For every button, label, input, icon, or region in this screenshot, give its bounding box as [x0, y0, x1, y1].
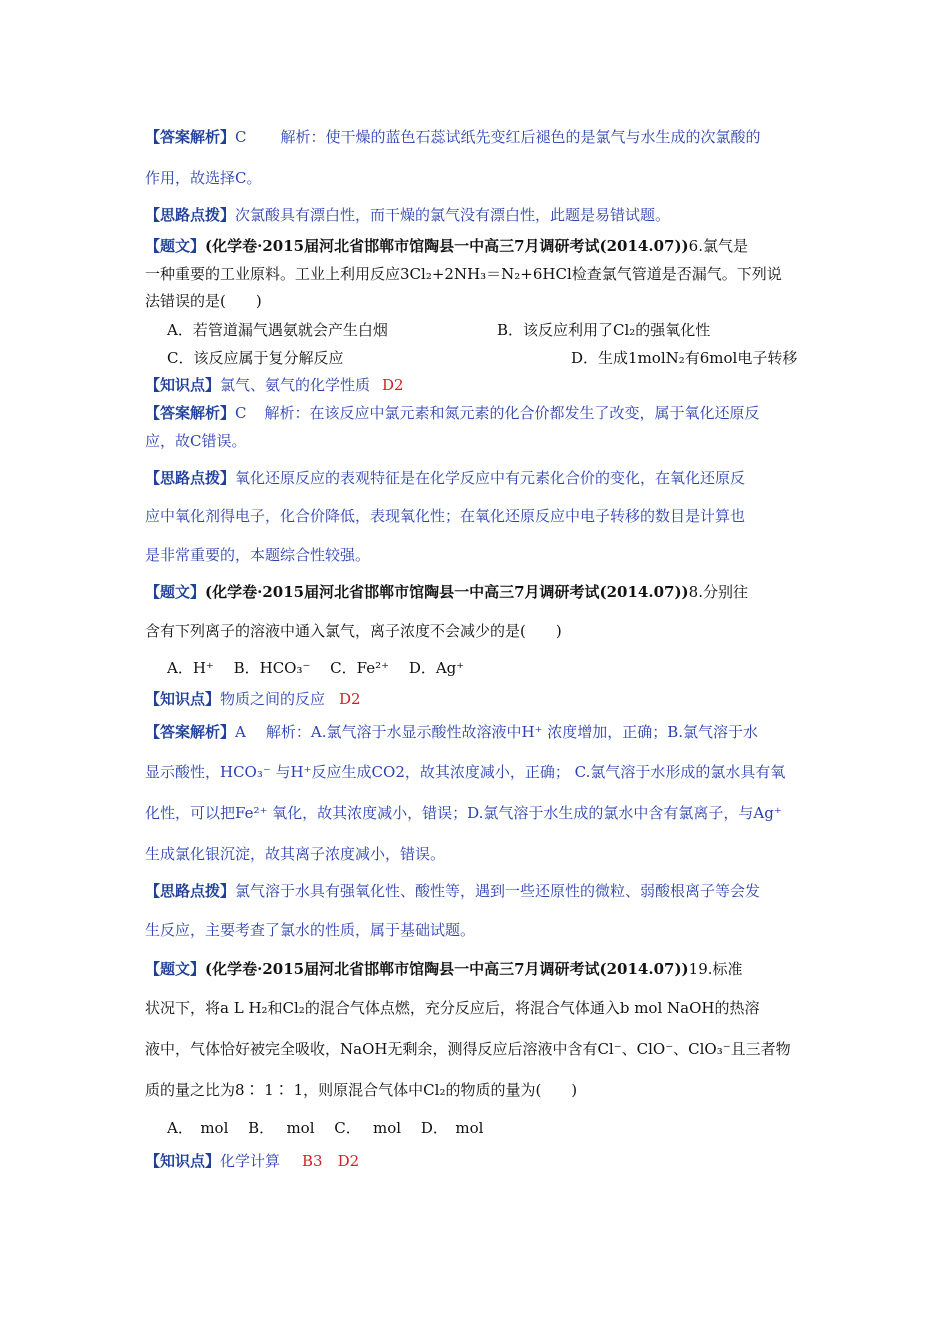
q8-answer-line-2: 显示酸性，HCO₃⁻ 与H⁺反应生成CO2，故其浓度减小，正确； C.氯气溶于水形成的氯水具有氧 — [145, 763, 786, 781]
q8-knowledge-line — [145, 689, 361, 709]
q19-knowledge-line — [145, 1151, 359, 1171]
q6-answer-line-2: 应，故C错误。 — [145, 432, 247, 450]
q6-answer-letter: C — [235, 404, 247, 422]
q8-knowledge-text: 物质之间的反应 — [220, 690, 326, 708]
q6-option-a: A．若管道漏气遇氨就会产生白烟 — [167, 321, 388, 339]
q19-source: (化学卷·2015届河北省邯郸市馆陶县一中高三7月调研考试(2014.07)) — [205, 960, 689, 978]
q8-hint-line-2: 生反应，主要考查了氯水的性质，属于基础试题。 — [145, 921, 476, 939]
q6-hint-text: 氧化还原反应的表观特征是在化学反应中有元素化合价的变化，在氧化还原反 — [235, 469, 746, 487]
hint-label: 【思路点拨】 — [145, 882, 236, 900]
q6-stem-line-1 — [145, 236, 748, 256]
q19-stem-line-2: 状况下，将a L H₂和Cl₂的混合气体点燃，充分反应后，将混合气体通入b mol NaOH的热溶 — [145, 999, 760, 1017]
q6-option-c: C．该反应属于复分解反应 — [167, 349, 344, 367]
q8-stem-line-2: 含有下列离子的溶液中通入氯气，离子浓度不会减少的是( ) — [145, 622, 562, 640]
q6-stem-line-2: 一种重要的工业原料。工业上利用反应3Cl₂+2NH₃＝N₂+6HCl检查氯气管道是否漏气。下列说 — [145, 265, 782, 283]
answer-label: 【答案解析】 — [145, 723, 236, 741]
q8-stem-start: 8.分别往 — [688, 583, 748, 601]
q6-source: (化学卷·2015届河北省邯郸市馆陶县一中高三7月调研考试(2014.07)) — [205, 237, 689, 255]
q6-hint-line-2: 应中氧化剂得电子，化合价降低，表现氧化性；在氧化还原反应中电子转移的数目是计算也 — [145, 507, 746, 525]
q6-knowledge-text: 氯气、氨气的化学性质 — [220, 376, 371, 394]
q19-stem-line-1 — [145, 959, 743, 979]
q6-stem-line-3: 法错误的是( ) — [145, 292, 262, 310]
q8-answer-text: 解析：A.氯气溶于水显示酸性故溶液中H⁺ 浓度增加，正确；B.氯气溶于水 — [265, 723, 759, 741]
q6-hint-line-1 — [145, 468, 745, 488]
q6-option-d: D．生成1molN₂有6mol电子转移 — [571, 349, 798, 367]
q6-stem-start: 6.氯气是 — [688, 237, 748, 255]
q19-stem-start: 19.标准 — [688, 960, 743, 978]
q8-options: A．H⁺ B．HCO₃⁻ C．Fe²⁺ D．Ag⁺ — [167, 659, 465, 677]
q19-stem-line-3: 液中，气体恰好被完全吸收，NaOH无剩余，测得反应后溶液中含有Cl⁻、ClO⁻、ClO₃⁻且三者物 — [145, 1040, 791, 1058]
question-label: 【题文】 — [145, 583, 206, 601]
q8-stem-line-1 — [145, 582, 748, 602]
q6-answer-text: 解析：在该反应中氯元素和氮元素的化合价都发生了改变，属于氧化还原反 — [264, 404, 760, 422]
q6-answer-line-1 — [145, 403, 760, 423]
question-label: 【题文】 — [145, 960, 206, 978]
q6-knowledge-line — [145, 375, 404, 395]
q5-answer-letter: C — [235, 128, 247, 146]
q19-stem-line-4: 质的量之比为8∶ 1∶ 1，则原混合气体中Cl₂的物质的量为( ) — [145, 1081, 578, 1099]
question-label: 【题文】 — [145, 237, 206, 255]
q8-hint-text: 氯气溶于水具有强氧化性、酸性等，遇到一些还原性的微粒、弱酸根离子等会发 — [235, 882, 761, 900]
q5-hint-text: 次氯酸具有漂白性，而干燥的氯气没有漂白性，此题是易错试题。 — [235, 206, 671, 224]
knowledge-label: 【知识点】 — [145, 690, 221, 708]
knowledge-label: 【知识点】 — [145, 1152, 221, 1170]
q8-knowledge-code: D2 — [339, 690, 361, 708]
q19-knowledge-code: B3 D2 — [302, 1152, 360, 1170]
q8-answer-letter: A — [235, 723, 246, 741]
q6-hint-line-3: 是非常重要的，本题综合性较强。 — [145, 546, 371, 564]
q5-answer-line-1 — [145, 127, 761, 147]
q5-answer-text: 解析：使干燥的蓝色石蕊试纸先变红后褪色的是氯气与水生成的次氯酸的 — [280, 128, 761, 146]
hint-label: 【思路点拨】 — [145, 206, 236, 224]
q5-answer-line-2: 作用，故选择C。 — [145, 169, 262, 187]
q6-option-b: B．该反应利用了Cl₂的强氧化性 — [497, 321, 711, 339]
hint-label: 【思路点拨】 — [145, 469, 236, 487]
q6-knowledge-code: D2 — [382, 376, 404, 394]
knowledge-label: 【知识点】 — [145, 376, 221, 394]
q19-options: A． mol B． mol C． mol D． mol — [167, 1119, 484, 1137]
q8-hint-line-1 — [145, 881, 760, 901]
q8-answer-line-3: 化性，可以把Fe²⁺ 氧化，故其浓度减小，错误；D.氯气溶于水生成的氯水中含有氯离子，与Ag⁺ — [145, 804, 782, 822]
q8-source: (化学卷·2015届河北省邯郸市馆陶县一中高三7月调研考试(2014.07)) — [205, 583, 689, 601]
q19-knowledge-text: 化学计算 — [220, 1152, 281, 1170]
answer-label: 【答案解析】 — [145, 404, 236, 422]
answer-label: 【答案解析】 — [145, 128, 236, 146]
q8-answer-line-4: 生成氯化银沉淀，故其离子浓度减小，错误。 — [145, 845, 446, 863]
q5-hint-line — [145, 205, 670, 225]
q8-answer-line-1 — [145, 722, 758, 742]
